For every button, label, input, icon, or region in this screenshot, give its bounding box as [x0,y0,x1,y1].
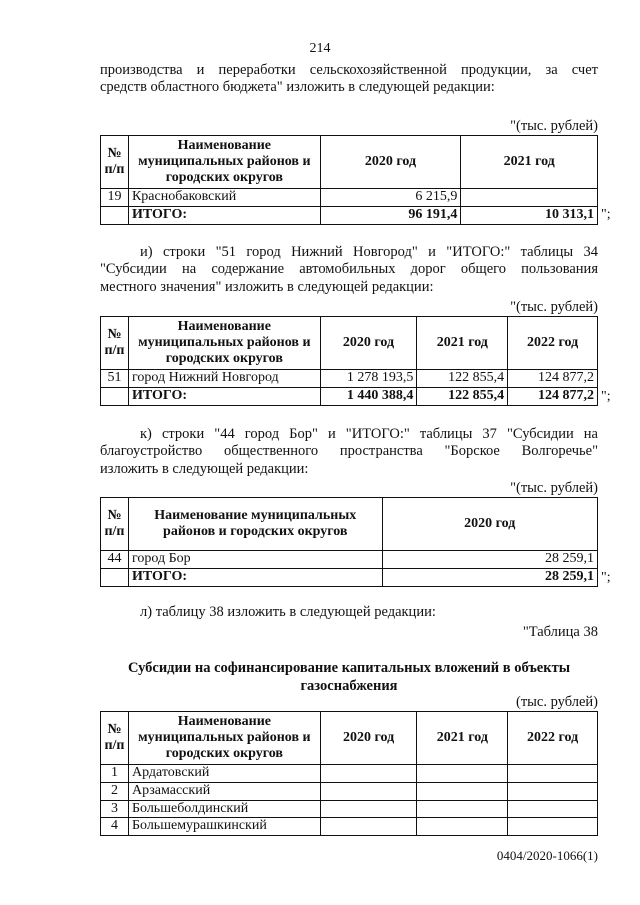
table1-cell: 19 [101,189,129,207]
table4-cell: 4 [101,818,129,836]
intro-line-1: производства и переработки сельскохозяйственной продукции, за счет [100,62,598,78]
table3-header-row [101,498,598,551]
table3-total-blank [101,568,129,586]
table4-cell: Большемурашкинский [128,818,320,836]
table1 [100,135,598,225]
table1-cell [461,189,598,207]
table4-unit: (тыс. рублей) [516,694,598,710]
table-row [101,765,598,783]
table2-total-row [101,387,598,405]
table1-closing-quote: "; [601,207,611,222]
table4-cell [508,818,598,836]
table1-header-name: Наименование муниципальных районов и городских округов [128,136,320,189]
table-row [101,818,598,836]
table-label: "Таблица 38 [522,624,598,640]
table4-title [100,659,598,695]
paragraph-i-line-1: и) строки "51 город Нижний Новгород" и "ИТОГО:" таблицы 34 [140,244,598,260]
table4-cell [508,800,598,818]
table2-header-name: Наименование муниципальных районов и городских округов [128,317,320,370]
table4-cell: 2 [101,782,129,800]
table4-cell [320,800,417,818]
table2-total-2021: 122 855,4 [417,387,508,405]
table4-cell [417,765,508,783]
table3-total-label: ИТОГО: [128,568,382,586]
table4-cell [508,782,598,800]
table2-header-row [101,317,598,370]
table1-total-2020: 96 191,4 [320,206,461,224]
table2-cell: 124 877,2 [508,370,598,388]
table4-cell: Ардатовский [128,765,320,783]
paragraph-i [100,244,598,296]
table2-total-2020: 1 440 388,4 [320,387,417,405]
paragraph-k-line-1: к) строки "44 город Бор" и "ИТОГО:" таблицы 37 "Субсидии на [140,426,598,442]
table1-total-blank [101,206,129,224]
table2-header-num: № п/п [101,317,129,370]
table3-header-num: № п/п [101,498,129,551]
table3-header-name: Наименование муниципальных районов и городских округов [128,498,382,551]
paragraph-i-line-2: "Субсидии на содержание автомобильных дорог общего пользования [100,261,598,278]
table1-total-2021: 10 313,1 [461,206,598,224]
paragraph-k-line-2: благоустройство общественного пространства "Борское Волгоречье" [100,443,598,460]
table-row [101,370,598,388]
table3-closing-quote: "; [601,570,611,585]
table2-cell: город Нижний Новгород [128,370,320,388]
table4-cell [417,782,508,800]
table1-header-row [101,136,598,189]
table2-closing-quote: "; [601,389,611,404]
table1-header-2021: 2021 год [461,136,598,189]
table2-total-2022: 124 877,2 [508,387,598,405]
table4-cell: 3 [101,800,129,818]
table1-header-2020: 2020 год [320,136,461,189]
table4 [100,711,598,836]
table1-unit: "(тыс. рублей) [510,118,598,134]
table1-header-num: № п/п [101,136,129,189]
table4-cell: 1 [101,765,129,783]
table4-cell [320,782,417,800]
table4-cell: Арзамасский [128,782,320,800]
paragraph-i-line-3: местного значения" изложить в следующей редакции: [100,278,434,295]
table3-unit: "(тыс. рублей) [510,480,598,496]
table3-header-2020: 2020 год [382,498,597,551]
table3-total-2020: 28 259,1 [382,568,597,586]
table1-cell: Краснобаковский [128,189,320,207]
intro-line-2: средств областного бюджета" изложить в следующей редакции: [100,79,495,96]
table4-header-num: № п/п [101,712,129,765]
table4-header-2022: 2022 год [508,712,598,765]
table4-title-line-1: Субсидии на софинансирование капитальных вложений в объекты [127,660,571,676]
table-row [101,551,598,569]
table2-unit: "(тыс. рублей) [510,299,598,315]
table2-cell: 122 855,4 [417,370,508,388]
table2-header-2021: 2021 год [417,317,508,370]
table4-cell [320,818,417,836]
table2 [100,316,598,406]
table-row [101,782,598,800]
paragraph-k [100,426,598,478]
paragraph-l: л) таблицу 38 изложить в следующей редакции: [140,604,436,620]
table2-header-2020: 2020 год [320,317,417,370]
table4-cell [320,765,417,783]
table3-cell: 28 259,1 [382,551,597,569]
table1-total-label: ИТОГО: [128,206,320,224]
table2-cell: 51 [101,370,129,388]
table1-cell: 6 215,9 [320,189,461,207]
table1-total-row [101,206,598,224]
page-number: 214 [309,41,331,56]
table2-cell: 1 278 193,5 [320,370,417,388]
intro-paragraph [100,62,598,97]
table4-header-row [101,712,598,765]
table4-cell [508,765,598,783]
table4-header-name: Наименование муниципальных районов и городских округов [128,712,320,765]
table2-total-blank [101,387,129,405]
table2-header-2022: 2022 год [508,317,598,370]
table4-header-2020: 2020 год [320,712,417,765]
table3-total-row [101,568,598,586]
table3 [100,497,598,587]
table4-cell [417,818,508,836]
table-row [101,189,598,207]
table4-title-line-2: газоснабжения [300,678,398,695]
paragraph-k-line-3: изложить в следующей редакции: [100,460,309,477]
table4-cell: Большеболдинский [128,800,320,818]
table4-cell [417,800,508,818]
table3-cell: город Бор [128,551,382,569]
table2-total-label: ИТОГО: [128,387,320,405]
table4-header-2021: 2021 год [417,712,508,765]
footer-document-code: 0404/2020-1066(1) [496,848,598,863]
table3-cell: 44 [101,551,129,569]
table-row [101,800,598,818]
